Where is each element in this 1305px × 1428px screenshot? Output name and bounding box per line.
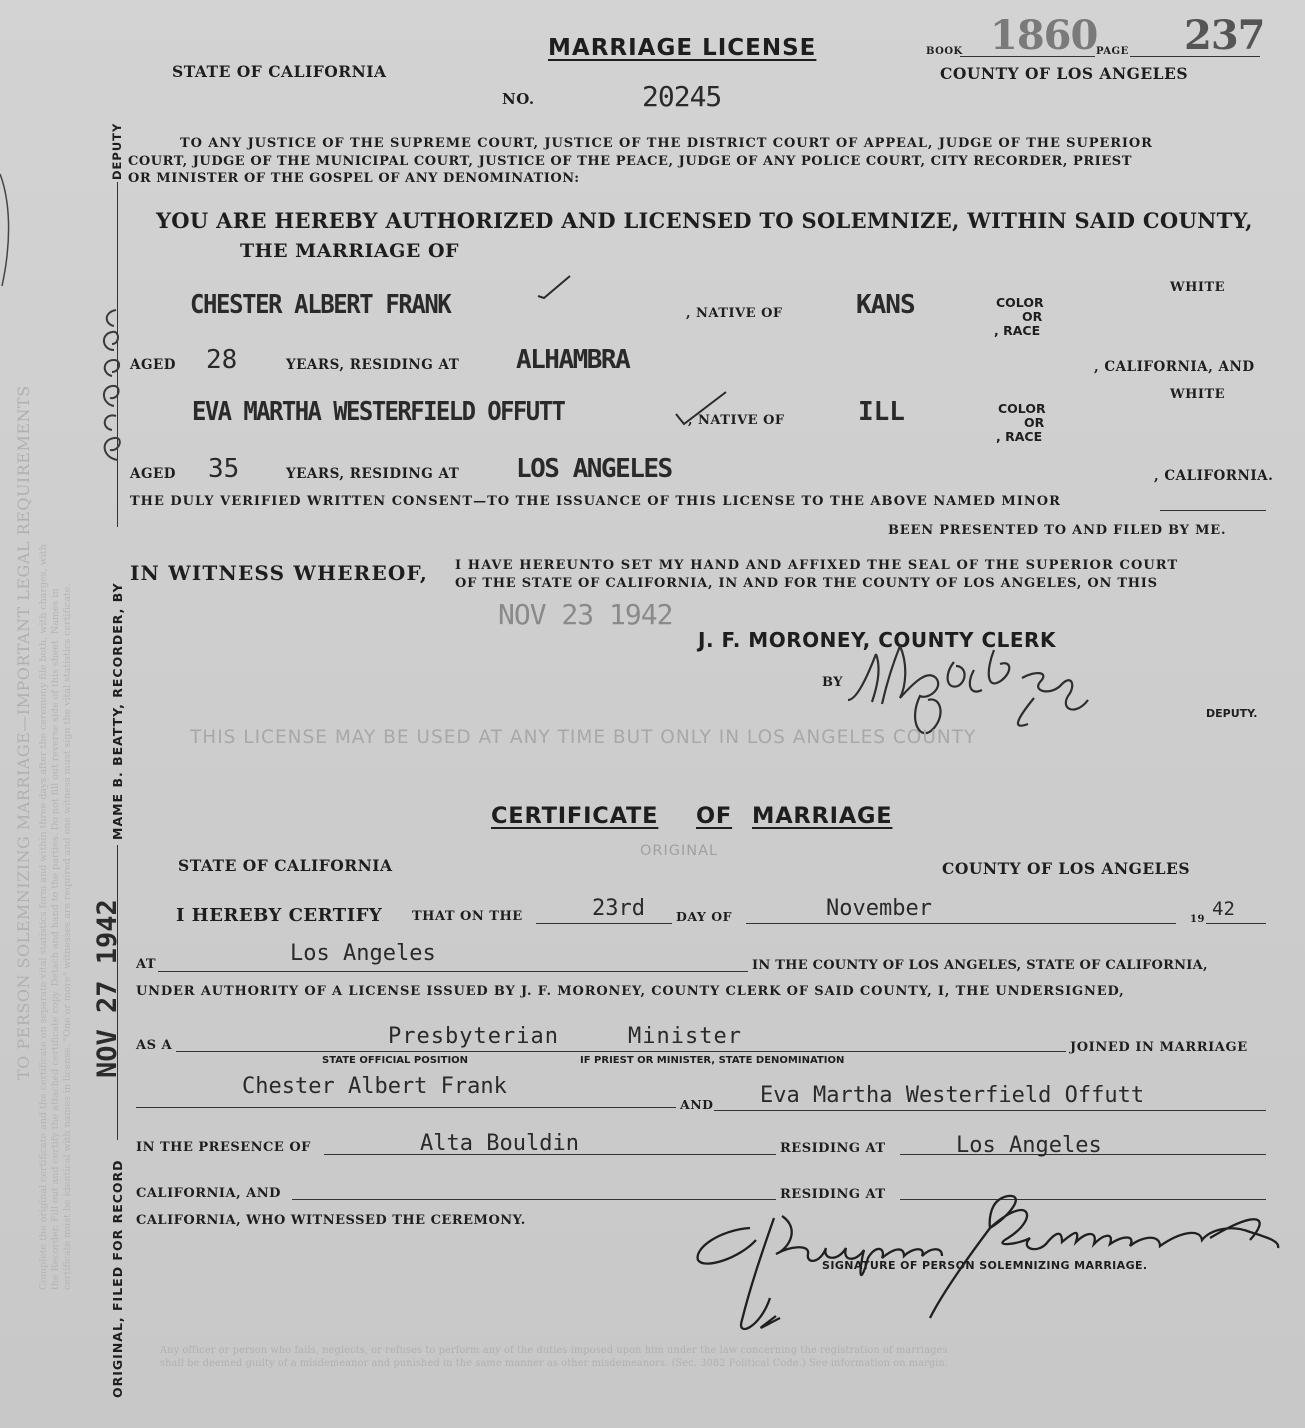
groom-california-and: , CALIFORNIA, AND <box>1094 359 1255 375</box>
consent-text: THE DULY VERIFIED WRITTEN CONSENT—TO THE ISSUANCE OF THIS LICENSE TO THE ABOVE NAMED MINOR <box>130 494 1061 509</box>
groom-age: 28 <box>206 345 238 375</box>
address-text-2: COURT, JUDGE OF THE MUNICIPAL COURT, JUSTICE OF THE PEACE, JUDGE OF ANY POLICE COURT, CITY RECORDER, PRIEST <box>128 154 1132 169</box>
as-a-label: AS A <box>136 1038 173 1053</box>
certificate-place: Los Angeles <box>290 941 436 966</box>
license-state: STATE OF CALIFORNIA <box>172 62 387 81</box>
witness-text-1: I HAVE HEREUNTO SET MY HAND AND AFFIXED THE SEAL OF THE SUPERIOR COURT <box>455 558 1179 573</box>
certificate-county: COUNTY OF LOS ANGELES <box>942 859 1191 878</box>
authorize-text-2: THE MARRIAGE OF <box>240 240 460 262</box>
certificate-state: STATE OF CALIFORNIA <box>178 856 393 875</box>
recorder-deputy-signature <box>90 290 130 470</box>
joined-label: JOINED IN MARRIAGE <box>1070 1040 1248 1055</box>
groom-race-label: , RACE <box>994 323 1041 338</box>
bride-native-of: ILL <box>858 397 905 427</box>
certificate-title-2: OF <box>696 803 733 829</box>
page-number: 237 <box>1184 12 1265 59</box>
license-title: MARRIAGE LICENSE <box>548 35 817 61</box>
and-label: AND <box>680 1097 714 1112</box>
day-of-label: DAY OF <box>676 909 732 924</box>
bride-residence: LOS ANGELES <box>516 454 672 484</box>
witness-whereof: IN WITNESS WHEREOF, <box>130 561 429 585</box>
footer-text-1: Any officer or person who fails, neglects, or refuses to perform any of the duties imposed upon him under the law concerning the registration of marriages <box>160 1345 948 1356</box>
groom-native-of: KANS <box>856 290 915 320</box>
bride-or-label: OR <box>1024 415 1045 430</box>
bride-name: EVA MARTHA WESTERFIELD OFFUTT <box>192 397 565 427</box>
position-caption: STATE OFFICIAL POSITION <box>322 1055 469 1066</box>
margin-instructions-2: the Recorder. Fill out and certify the attached certificate copy. Detach and hand to the parties. Do not fill out reverse side of this sheet. Names in <box>50 588 61 1290</box>
margin-instructions-1: Complete the original certificate and the certificate on separate vital statistics form and within three days after the ceremony file both, with charges, with <box>38 544 49 1290</box>
certificate-day: 23rd <box>592 896 645 921</box>
clerk-deputy-label: DEPUTY. <box>1206 707 1258 720</box>
county-clerk: J. F. MORONEY, COUNTY CLERK <box>698 628 1056 652</box>
bride-color-label: COLOR <box>998 401 1046 416</box>
margin-filed-label: ORIGINAL, FILED FOR RECORD <box>110 1159 125 1398</box>
groom-check-mark <box>536 274 572 300</box>
groom-aged-label: AGED <box>130 357 177 373</box>
certificate-bride-name: Eva Martha Westerfield Offutt <box>760 1083 1145 1108</box>
binding-edge <box>0 170 14 290</box>
certify-label: I HEREBY CERTIFY <box>176 905 383 926</box>
authorize-text-1: YOU ARE HEREBY AUTHORIZED AND LICENSED TO SOLEMNIZE, WITHIN SAID COUNTY, <box>156 208 1253 233</box>
groom-residing-label: YEARS, RESIDING AT <box>286 357 460 373</box>
bride-aged-label: AGED <box>130 466 177 482</box>
bride-race-label: , RACE <box>996 429 1043 444</box>
signature-caption: SIGNATURE OF PERSON SOLEMNIZING MARRIAGE. <box>822 1259 1148 1272</box>
year-suffix: 42 <box>1212 898 1235 920</box>
page-label: PAGE <box>1096 46 1129 57</box>
witness-2-residing-label: RESIDING AT <box>780 1187 886 1202</box>
authority-text: UNDER AUTHORITY OF A LICENSE ISSUED BY J. F. MORONEY, COUNTY CLERK OF SAID COUNTY, I, THE UNDERSIGNED, <box>136 984 1125 999</box>
address-text-1: TO ANY JUSTICE OF THE SUPREME COURT, JUSTICE OF THE DISTRICT COURT OF APPEAL, JUDGE OF THE SUPERIOR <box>180 136 1153 151</box>
bride-residing-label: YEARS, RESIDING AT <box>286 466 460 482</box>
witnessed-text: CALIFORNIA, WHO WITNESSED THE CEREMONY. <box>136 1213 526 1228</box>
year-prefix: 19 <box>1190 914 1205 925</box>
clerk-by-label: BY <box>822 675 844 690</box>
officiant-position: Presbyterian <box>388 1024 559 1049</box>
witness-1-residence: Los Angeles <box>956 1133 1102 1158</box>
witness-text-2: OF THE STATE OF CALIFORNIA, IN AND FOR THE COUNTY OF LOS ANGELES, ON THIS <box>455 576 1158 591</box>
certificate-title-3: MARRIAGE <box>752 803 893 829</box>
bride-california: , CALIFORNIA. <box>1154 468 1274 484</box>
witness-1-name: Alta Bouldin <box>420 1131 579 1156</box>
groom-name: CHESTER ALBERT FRANK <box>190 290 451 320</box>
bride-race: WHITE <box>1170 387 1226 402</box>
margin-recorder-text: MAME B. BEATTY, RECORDER, BY <box>110 582 125 840</box>
officiant-denomination: Minister <box>628 1024 742 1049</box>
margin-rule-lower <box>117 845 118 1140</box>
certificate-groom-name: Chester Albert Frank <box>242 1074 507 1099</box>
license-number: 20245 <box>642 80 722 113</box>
book-number: 1860 <box>990 12 1098 59</box>
margin-deputy-label: DEPUTY <box>110 122 124 180</box>
at-label: AT <box>136 957 157 972</box>
margin-filed-date: NOV 27 1942 <box>92 899 123 1078</box>
groom-race: WHITE <box>1170 280 1226 295</box>
groom-or-label: OR <box>1022 309 1043 324</box>
presence-label: IN THE PRESENCE OF <box>136 1140 311 1155</box>
license-no-label: NO. <box>502 90 535 108</box>
california-and-label: CALIFORNIA, AND <box>136 1186 281 1201</box>
groom-residence: ALHAMBRA <box>516 345 630 375</box>
bride-age: 35 <box>208 454 240 484</box>
issue-date-stamp: NOV 23 1942 <box>498 598 673 631</box>
margin-instructions-3: certificate must be identical with names in license. "One or more" witnesses are required and one witness must sign the vital statistics certificate. <box>62 583 73 1290</box>
footer-text-2: shall be deemed guilty of a misdemeanor and punished in the same manner as other misdemeanors. (Sec. 3082 Political Code.) See information on margin. <box>160 1358 949 1369</box>
validity-note: THIS LICENSE MAY BE USED AT ANY TIME BUT ONLY IN LOS ANGELES COUNTY <box>190 727 977 748</box>
certificate-title-1: CERTIFICATE <box>491 803 659 829</box>
in-county-text: IN THE COUNTY OF LOS ANGELES, STATE OF CALIFORNIA, <box>752 958 1208 973</box>
margin-requirements-title: TO PERSON SOLEMNIZING MARRIAGE—IMPORTANT LEGAL REQUIREMENTS <box>14 385 33 1080</box>
book-label: BOOK <box>926 46 963 57</box>
address-text-3: OR MINISTER OF THE GOSPEL OF ANY DENOMINATION: <box>128 171 580 186</box>
groom-native-label: , NATIVE OF <box>686 306 783 321</box>
groom-color-label: COLOR <box>996 295 1044 310</box>
license-county: COUNTY OF LOS ANGELES <box>940 64 1189 83</box>
witness-1-residing-label: RESIDING AT <box>780 1141 886 1156</box>
consent-text-2: BEEN PRESENTED TO AND FILED BY ME. <box>888 523 1227 538</box>
bride-native-label: , NATIVE OF <box>688 413 785 428</box>
certificate-month: November <box>826 896 932 921</box>
denomination-caption: IF PRIEST OR MINISTER, STATE DENOMINATION <box>580 1055 845 1066</box>
original-stamp: ORIGINAL <box>640 843 719 859</box>
that-on-label: THAT ON THE <box>412 909 523 924</box>
